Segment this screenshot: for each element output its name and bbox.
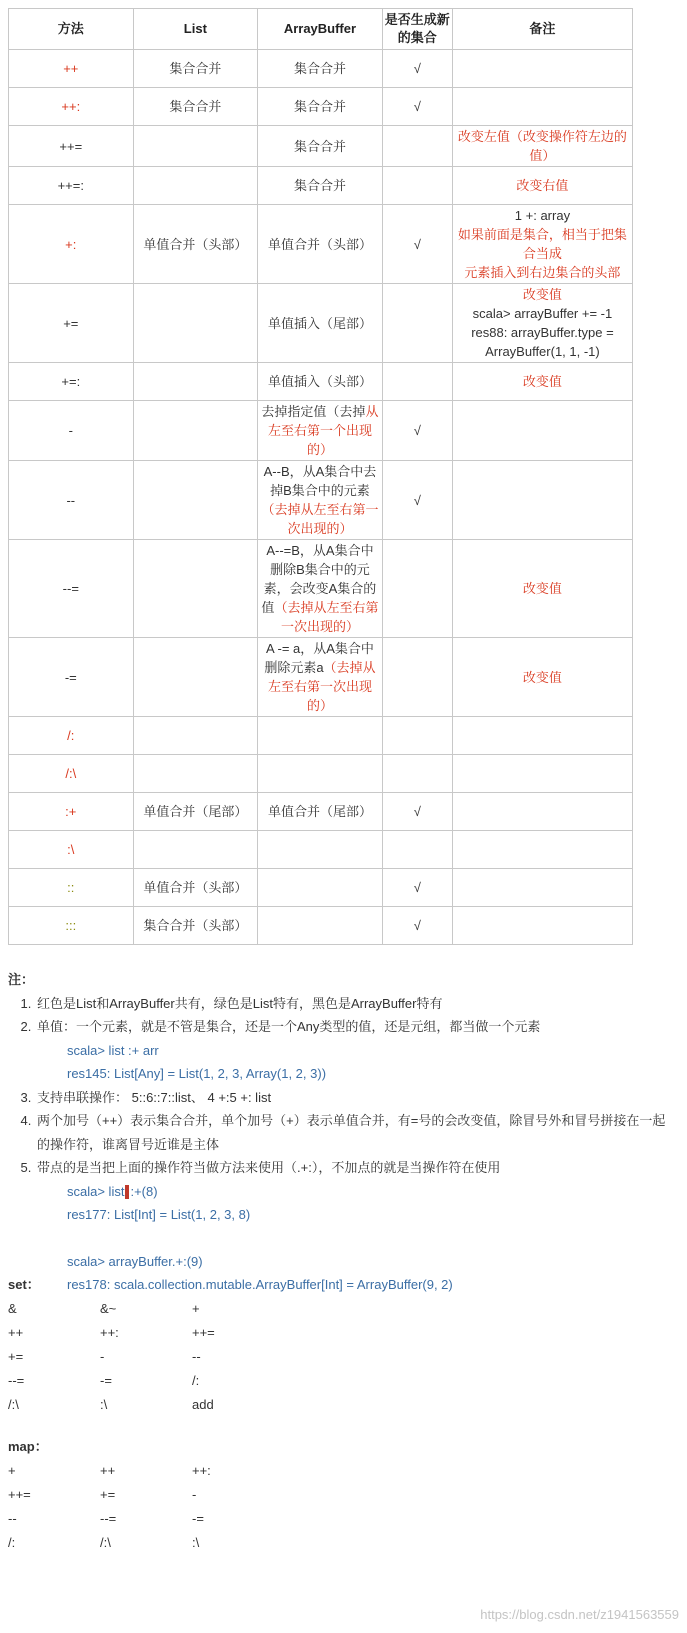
cell-method: ++=: [9, 167, 134, 205]
cell-arraybuffer [258, 401, 383, 461]
operator-item: += [100, 1487, 116, 1502]
cell-list: 单值合并（头部） [133, 869, 258, 907]
cell-arraybuffer [258, 831, 383, 869]
cell-arraybuffer [258, 638, 383, 717]
cell-remark [452, 831, 632, 869]
remark-line: 元素插入到右边集合的头部 [464, 265, 621, 280]
remark-line: res88: arrayBuffer.type = ArrayBuffer(1, 1, -1) [471, 325, 614, 359]
cell-list [133, 167, 258, 205]
watermark: https://blog.csdn.net/z1941563559 [480, 1607, 679, 1622]
set-section [8, 1274, 284, 1417]
cell-remark [452, 717, 632, 755]
table-row [9, 205, 633, 284]
remark-line: 改变右值 [516, 178, 569, 193]
cell-arraybuffer [258, 755, 383, 793]
cell-remark [452, 363, 632, 401]
cell-arraybuffer [258, 869, 383, 907]
remark-line: 1 +: array [514, 208, 571, 223]
cell-remark [452, 638, 632, 717]
text-cursor-mark [125, 1185, 129, 1199]
operator-item: :\ [192, 1535, 200, 1550]
table-row [9, 461, 633, 540]
note-item [35, 992, 668, 1016]
cell-new-collection [382, 540, 452, 638]
operator-item: --= [8, 1373, 25, 1388]
cell-list [133, 126, 258, 167]
cell-text-segment: A--=B，从A集合中删除B集合中的元素，会改变A集合的值 [261, 543, 377, 615]
cell-method: +: [9, 205, 134, 284]
cell-arraybuffer: 单值合并（尾部） [258, 793, 383, 831]
remark-line: scala> arrayBuffer += -1 [472, 306, 613, 321]
code-line: scala> list :+ arr [67, 1042, 159, 1058]
code-line: res178: scala.collection.mutable.ArrayBuffer[Int] = ArrayBuffer(9, 2) [67, 1277, 453, 1292]
table-row [9, 126, 633, 167]
cell-remark [452, 907, 632, 945]
operator-item: ++: [100, 1325, 119, 1340]
cell-new-collection: √ [382, 907, 452, 945]
cell-new-collection [382, 363, 452, 401]
cell-remark [452, 755, 632, 793]
operator-item: ++= [192, 1325, 215, 1340]
cell-new-collection: √ [382, 793, 452, 831]
cell-text-segment: （去掉从左至右第一次出现的） [261, 502, 379, 536]
cell-new-collection: √ [382, 461, 452, 540]
cell-new-collection [382, 167, 452, 205]
operator-item: -= [100, 1373, 112, 1388]
cell-arraybuffer [258, 461, 383, 540]
table-row [9, 717, 633, 755]
operator-item: + [8, 1463, 16, 1478]
operator-item: /:\ [8, 1397, 19, 1412]
cell-list: 集合合并（头部） [133, 907, 258, 945]
cell-method: /:\ [9, 755, 134, 793]
note-item [35, 1015, 668, 1086]
cell-method: :\ [9, 831, 134, 869]
table-row [9, 540, 633, 638]
operator-item: &~ [100, 1301, 117, 1316]
cell-list [133, 540, 258, 638]
operator-item: ++= [8, 1487, 31, 1502]
cell-arraybuffer [258, 540, 383, 638]
set-title: set： [8, 1277, 40, 1292]
cell-list [133, 638, 258, 717]
cell-new-collection [382, 126, 452, 167]
cell-remark [452, 126, 632, 167]
cell-arraybuffer: 单值插入（头部） [258, 363, 383, 401]
cell-method: - [9, 401, 134, 461]
cell-remark [452, 869, 632, 907]
remark-line: 改变值 [522, 669, 562, 685]
cell-list [133, 755, 258, 793]
cell-text-segment: A--B，从A集合中去掉B集合中的元素 [263, 464, 377, 498]
operator-item: add [192, 1397, 214, 1412]
note-item [35, 1086, 668, 1110]
cell-arraybuffer: 集合合并 [258, 167, 383, 205]
operator-item: /: [8, 1535, 16, 1550]
cell-text-segment: 从左至右第一个出现的） [267, 404, 379, 457]
cell-arraybuffer: 集合合并 [258, 126, 383, 167]
operator-item: ++: [192, 1463, 211, 1478]
cell-method: -- [9, 461, 134, 540]
cell-remark [452, 50, 632, 88]
operator-item: - [100, 1349, 105, 1364]
header-list: List [133, 9, 258, 50]
operator-item: ++ [8, 1325, 24, 1340]
map-operators-grid [8, 1459, 284, 1555]
table-row [9, 793, 633, 831]
notes-section [8, 968, 668, 1297]
table-row [9, 401, 633, 461]
note-text: 支持串联操作： 5::6::7::list、 4 +:5 +: list [37, 1089, 272, 1105]
operator-item: -- [8, 1511, 17, 1526]
cell-remark [452, 793, 632, 831]
cell-text-segment: A -= a，从A集合中删除元素a [264, 641, 374, 675]
cell-method: ++: [9, 88, 134, 126]
table-row [9, 88, 633, 126]
code-line: scala> arrayBuffer.+:(9) [67, 1253, 203, 1269]
remark-line: 改变值 [522, 287, 562, 302]
remark-line: 改变左值（改变操作符左边的值） [457, 129, 627, 163]
remark-line: 如果前面是集合，相当于把集合当成 [457, 227, 627, 261]
cell-arraybuffer: 单值合并（头部） [258, 205, 383, 284]
note-text: 红色是List和ArrayBuffer共有，绿色是List特有，黑色是ArrayBuffer特有 [37, 995, 443, 1011]
table-row [9, 907, 633, 945]
set-operators-grid [8, 1297, 284, 1417]
remark-line: 改变值 [522, 374, 562, 389]
header-method: 方法 [9, 9, 134, 50]
operator-item: & [8, 1301, 17, 1316]
code-line: res145: List[Any] = List(1, 2, 3, Array(1, 2, 3)) [67, 1066, 327, 1081]
cell-list: 集合合并 [133, 50, 258, 88]
cell-method: ++= [9, 126, 134, 167]
cell-arraybuffer: 集合合并 [258, 50, 383, 88]
cell-new-collection [382, 717, 452, 755]
cell-method: ++ [9, 50, 134, 88]
cell-arraybuffer: 集合合并 [258, 88, 383, 126]
table-row [9, 284, 633, 363]
cell-list: 单值合并（头部） [133, 205, 258, 284]
map-section [8, 1436, 284, 1555]
cell-text-segment: 去掉指定值（去掉 [261, 404, 366, 419]
table-row [9, 50, 633, 88]
cell-method: :+ [9, 793, 134, 831]
cell-new-collection [382, 638, 452, 717]
notes-label: 注： [8, 972, 35, 987]
header-arraybuffer: ArrayBuffer [258, 9, 383, 50]
cell-method: -= [9, 638, 134, 717]
table-row [9, 167, 633, 205]
operator-item: :\ [100, 1397, 108, 1412]
table-row [9, 869, 633, 907]
operator-item: - [192, 1487, 197, 1502]
cell-list [133, 284, 258, 363]
cell-new-collection [382, 755, 452, 793]
table-row [9, 755, 633, 793]
cell-remark [452, 461, 632, 540]
operator-item: -- [192, 1349, 201, 1364]
cell-arraybuffer: 单值插入（尾部） [258, 284, 383, 363]
cell-list: 集合合并 [133, 88, 258, 126]
code-part: scala> list [67, 1183, 125, 1199]
cell-method: +=: [9, 363, 134, 401]
operator-item: += [8, 1349, 24, 1364]
cell-new-collection: √ [382, 88, 452, 126]
code-line: res177: List[Int] = List(1, 2, 3, 8) [67, 1207, 251, 1222]
map-title: map： [8, 1439, 48, 1454]
operator-item: -= [192, 1511, 204, 1526]
header-new-collection: 是否生成新的集合 [382, 9, 452, 50]
cell-method: ::: [9, 907, 134, 945]
cell-new-collection: √ [382, 401, 452, 461]
table-header-row [9, 9, 633, 50]
cell-list [133, 831, 258, 869]
cell-new-collection [382, 831, 452, 869]
cell-arraybuffer [258, 907, 383, 945]
note-item [35, 1109, 668, 1156]
code-line [37, 1180, 668, 1204]
cell-list [133, 363, 258, 401]
cell-remark [452, 205, 632, 284]
cell-list [133, 461, 258, 540]
cell-text-segment: （去掉从左至右第一次出现的） [274, 600, 379, 634]
cell-new-collection: √ [382, 205, 452, 284]
note-text: 带点的是当把上面的操作符当做方法来使用（.+:），不加点的就是当操作符在使用 [37, 1160, 501, 1175]
table-row [9, 363, 633, 401]
operator-item: ++ [100, 1463, 116, 1478]
cell-new-collection [382, 284, 452, 363]
operator-item: --= [100, 1511, 117, 1526]
operator-item: /:\ [100, 1535, 111, 1550]
note-text: 两个加号（++）表示集合合并，单个加号（+）表示单值合并，有=号的会改变值，除冒号外和冒号拼接在一起的操作符，谁离冒号近谁是主体 [37, 1113, 666, 1152]
cell-method: += [9, 284, 134, 363]
code-part: :+(8) [130, 1183, 158, 1199]
cell-arraybuffer [258, 717, 383, 755]
table-row [9, 831, 633, 869]
cell-remark [452, 167, 632, 205]
cell-method: --= [9, 540, 134, 638]
operator-item: /: [192, 1373, 200, 1388]
note-text: 单值：一个元素，就是不管是集合，还是一个Any类型的值，还是元组，都当做一个元素 [37, 1019, 541, 1034]
cell-method: /: [9, 717, 134, 755]
cell-new-collection: √ [382, 869, 452, 907]
cell-remark [452, 401, 632, 461]
table-row [9, 638, 633, 717]
cell-new-collection: √ [382, 50, 452, 88]
cell-list [133, 401, 258, 461]
cell-remark [452, 284, 632, 363]
cell-list [133, 717, 258, 755]
cell-text-segment: （去掉从左至右第一次出现的） [267, 660, 376, 713]
cell-remark [452, 540, 632, 638]
cell-list: 单值合并（尾部） [133, 793, 258, 831]
table-body [9, 50, 633, 945]
operator-item: + [192, 1301, 200, 1316]
operators-table [8, 8, 633, 945]
notes-list [8, 992, 668, 1297]
remark-line: 改变值 [522, 581, 562, 596]
header-remark: 备注 [452, 9, 632, 50]
cell-remark [452, 88, 632, 126]
cell-method: :: [9, 869, 134, 907]
